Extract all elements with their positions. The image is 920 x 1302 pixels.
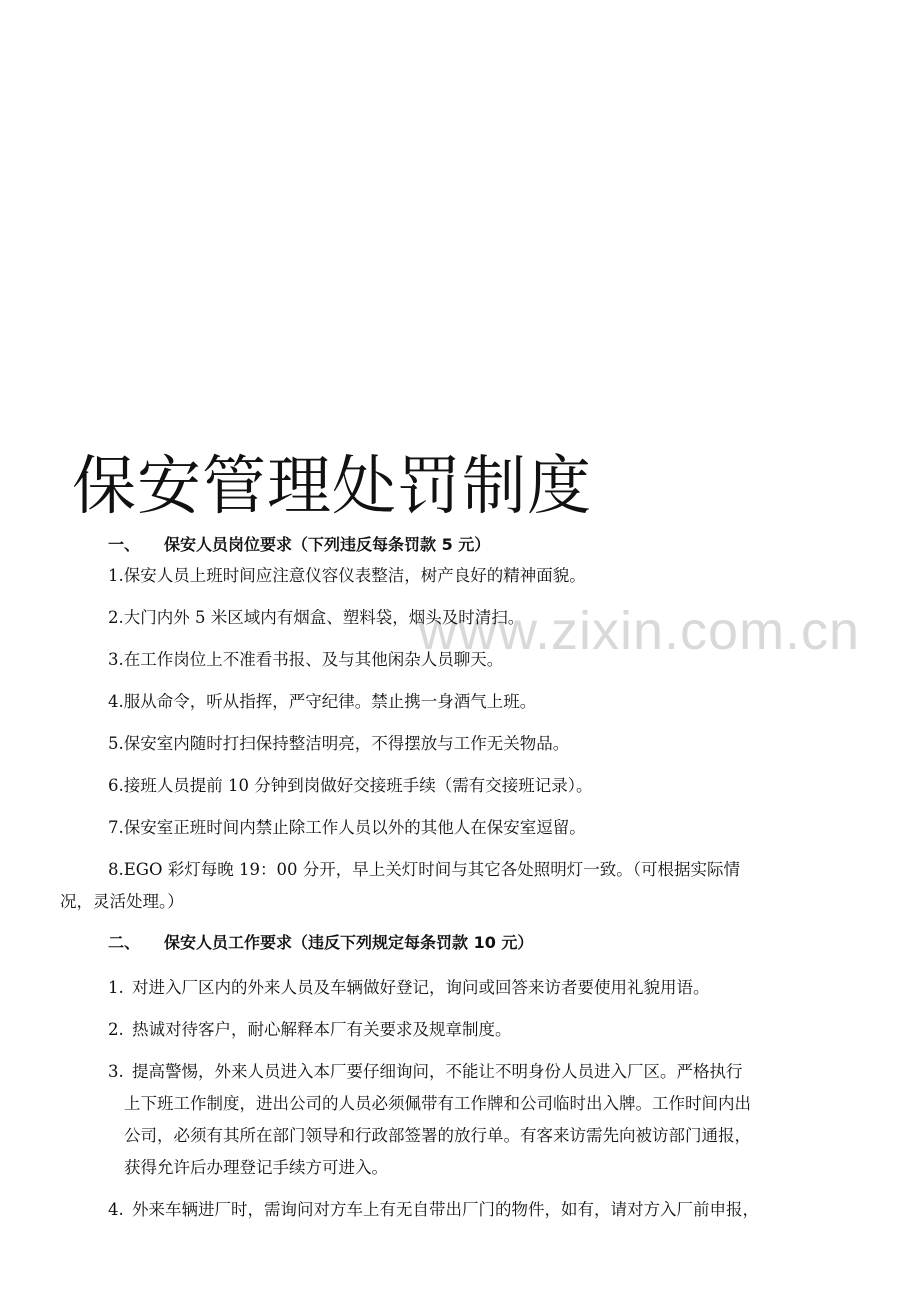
watermark: www.zixin.com.cn	[418, 601, 861, 661]
page-title: 保安管理处罚制度	[72, 450, 592, 524]
list-item-line-2: 况，灵活处理。）	[60, 892, 184, 911]
list-item: 对进入厂区内的外来人员及车辆做好登记，询问或回答来访者要使用礼貌用语。	[132, 978, 710, 997]
list-item: 2.大门内外 5 米区域内有烟盒、塑料袋，烟头及时清扫。	[108, 608, 525, 627]
list-item: 热诚对待客户，耐心解释本厂有关要求及规章制度。	[132, 1020, 512, 1039]
list-item-line-1: 8.EGO 彩灯每晚 19：00 分开，早上关灯时间与其它各处照明灯一致。（可根据实际情	[108, 860, 740, 879]
list-item: 1.保安人员上班时间应注意仪容仪表整洁，树产良好的精神面貌。	[108, 566, 586, 585]
section-1-number: 一、	[108, 535, 141, 554]
list-item: 7.保安室正班时间内禁止除工作人员以外的其他人在保安室逗留。	[108, 818, 586, 837]
list-item-line-4: 获得允许后办理登记手续方可进入。	[124, 1158, 388, 1177]
section-2-number: 二、	[108, 933, 141, 952]
list-item-line-1: 外来车辆进厂时，需询问对方车上有无自带出厂门的物件，如有，请对方入厂前申报，	[132, 1200, 759, 1219]
list-item-number: 3.	[108, 1062, 124, 1081]
list-item-number: 2.	[108, 1020, 124, 1039]
list-item-number: 4.	[108, 1200, 124, 1219]
list-item: 6.接班人员提前 10 分钟到岗做好交接班手续（需有交接班记录）。	[108, 776, 593, 795]
list-item-line-3: 公司，必须有其所在部门领导和行政部签署的放行单。有客来访需先向被访部门通报，	[124, 1126, 751, 1145]
list-item: 4.服从命令，听从指挥，严守纪律。禁止携一身酒气上班。	[108, 692, 537, 711]
list-item-line-1: 提高警惕，外来人员进入本厂要仔细询问，不能让不明身份人员进入厂区。严格执行	[132, 1062, 743, 1081]
list-item-line-2: 上下班工作制度，进出公司的人员必须佩带有工作牌和公司临时出入牌。工作时间内出	[124, 1094, 751, 1113]
list-item-number: 1.	[108, 978, 124, 997]
list-item: 5.保安室内随时打扫保持整洁明亮，不得摆放与工作无关物品。	[108, 734, 570, 753]
section-1-title: 保安人员岗位要求（下列违反每条罚款 5 元）	[164, 535, 491, 554]
list-item: 3.在工作岗位上不准看书报、及与其他闲杂人员聊天。	[108, 650, 504, 669]
section-2-title: 保安人员工作要求（违反下列规定每条罚款 10 元）	[164, 933, 534, 952]
